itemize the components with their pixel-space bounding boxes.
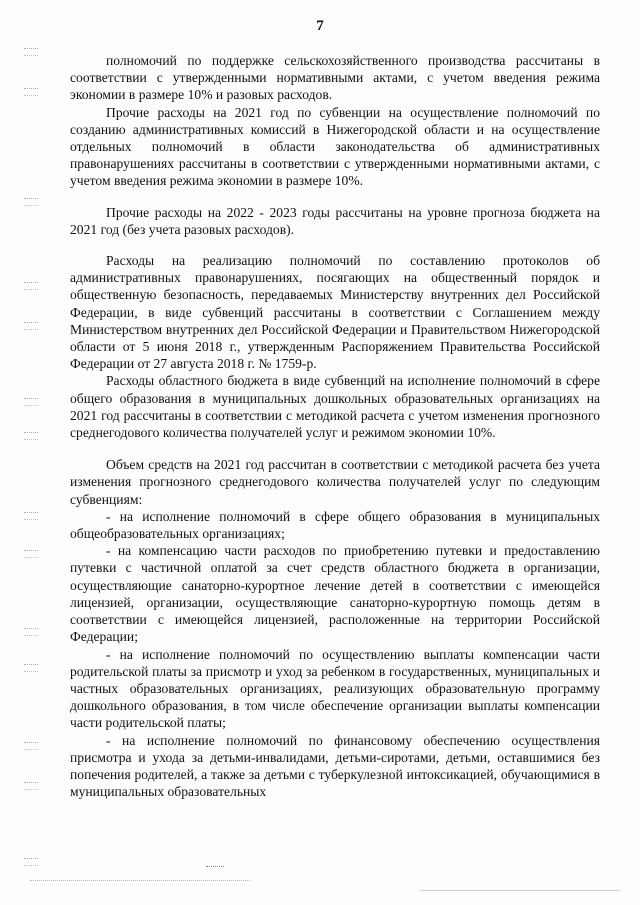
- scan-margin-mark: [24, 782, 38, 790]
- scan-margin-mark: [24, 550, 38, 558]
- scan-bottom-edge: [420, 890, 620, 892]
- scan-margin-mark: [24, 858, 38, 866]
- scan-margin-mark: [24, 742, 38, 750]
- list-item-care-disabled-orphans: - на исполнение полномочий по финансовому обеспечению осуществления присмотра и ухода за детьми-инвалидами, детьми-сиротами, детьми, оставшимися без попечения родителей, а также за детьми с туберкулезной интоксикацией, обучающимися в муниципальных образовательных: [70, 732, 600, 800]
- list-item-parental-fee-compensation: - на исполнение полномочий по осуществлению выплаты компенсации части родительской платы за присмотр и уход за ребенком в государственных, муниципальных и частных образовательных организациях, реализующих образовательную программу дошкольного образования, в том числе обеспечение организации выплаты компенсации части родительской платы;: [70, 646, 600, 731]
- scan-margin-mark: [24, 628, 38, 636]
- scan-margin-mark: [24, 512, 38, 520]
- scan-margin-mark: [24, 322, 38, 330]
- document-body: [70, 52, 600, 800]
- paragraph-forecast-2022-2023: Прочие расходы на 2022 - 2023 годы рассчитаны на уровне прогноза бюджета на 2021 год (без учета разовых расходов).: [70, 204, 600, 237]
- scan-margin-mark: [24, 88, 38, 96]
- scan-bottom-edge: [30, 880, 250, 882]
- paragraph-administrative-commissions: Прочие расходы на 2021 год по субвенции на осуществление полномочий по созданию административных комиссий в Нижегородской области и на осуществление отдельных полномочий в области законодательства об административных правонарушениях рассчитаны в соответствии с утвержденными нормативными актами, с учетом введения режима экономии в размере 10%.: [70, 104, 600, 189]
- page-number: 7: [316, 18, 324, 34]
- scan-margin-mark: [24, 432, 38, 440]
- scan-margin-mark: [24, 48, 38, 56]
- paragraph-protocols-mvd: Расходы на реализацию полномочий по составлению протоколов об административных правонарушениях, посягающих на общественный порядок и общественную безопасность, передаваемых Министерству внутренних дел Российской Федерации, в виде субвенций рассчитаны в соответствии с Соглашением между Министерством внутренних дел Российской Федерации и Правительством Нижегородской области от 5 июня 2018 г., утвержденным Распоряжением Правительства Российской Федерации от 27 августа 2018 г. № 1759-р.: [70, 253, 600, 372]
- scan-margin-mark: [24, 664, 38, 672]
- scan-margin-mark: [24, 282, 38, 290]
- paragraph-preschool-subventions: Расходы областного бюджета в виде субвенций на исполнение полномочий в сфере общего образования в муниципальных дошкольных образовательных организациях на 2021 год рассчитаны в соответствии с методикой расчета с учетом изменения прогнозного среднегодового количества получателей услуг и режимом экономии 10%.: [70, 373, 600, 441]
- scan-margin-mark: [24, 398, 38, 406]
- paragraph-agriculture-powers: полномочий по поддержке сельскохозяйственного производства рассчитаны в соответствии с утвержденными нормативными актами, с учетом введения режима экономии в размере 10% и разовых расходов.: [70, 53, 600, 103]
- list-item-general-education: - на исполнение полномочий в сфере общего образования в муниципальных общеобразовательных организациях;: [70, 508, 600, 542]
- paragraph-volume-2021: Объем средств на 2021 год рассчитан в соответствии с методикой расчета без учета изменения прогнозного среднегодового количества получателей услуг по следующим субвенциям:: [70, 457, 600, 507]
- scan-bottom-mark: [206, 866, 224, 870]
- scan-margin-mark: [24, 198, 38, 206]
- list-item-sanatorium-vouchers: - на компенсацию части расходов по приобретению путевки и предоставлению путевки с частичной оплатой за счет средств областного бюджета в организации, осуществляющие санаторно-курортное лечение детей в соответствии с имеющейся лицензией, организации, осуществляющие санаторно-курортную помощь детям в соответствии с имеющейся лицензией, расположенные на территории Российской Федерации;: [70, 543, 600, 645]
